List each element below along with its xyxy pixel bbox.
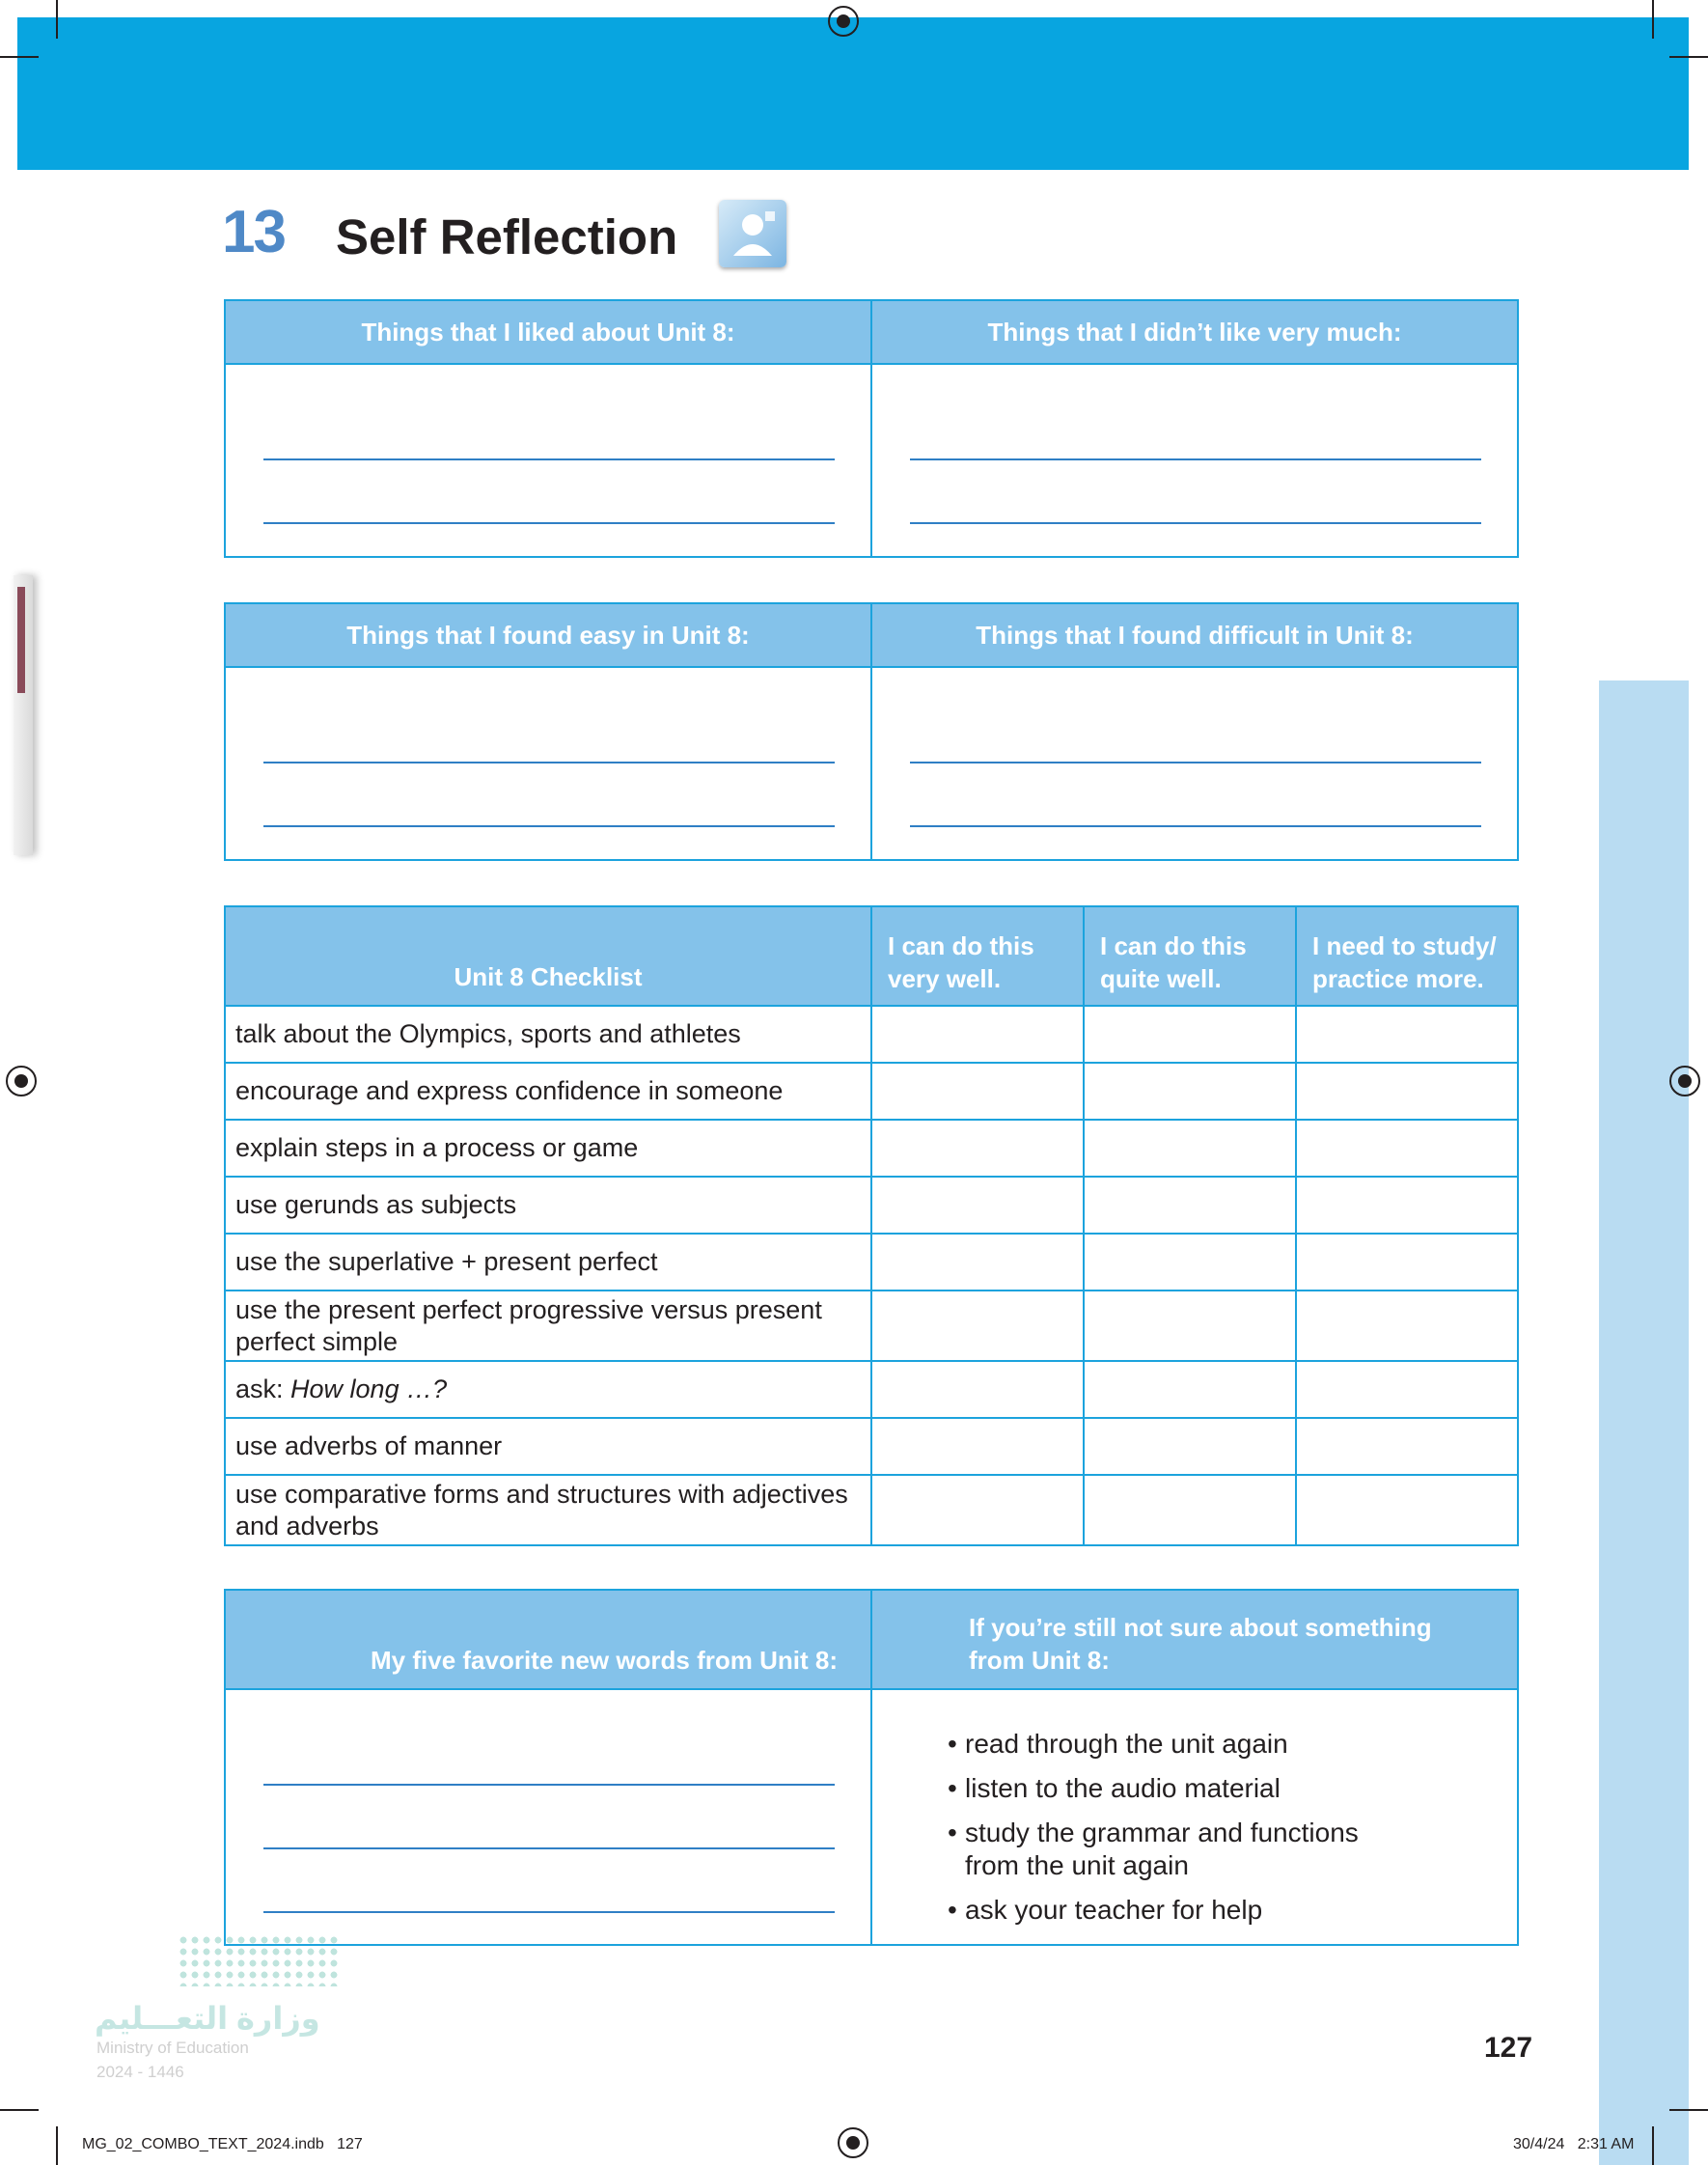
check-cell[interactable] <box>1084 1006 1296 1063</box>
easy-answer-area[interactable] <box>225 667 871 860</box>
tip-item: • listen to the audio material <box>965 1772 1516 1805</box>
checklist-item: use the present perfect progressive versus present perfect simple <box>225 1291 871 1361</box>
not-sure-header: If you’re still not sure about something from Unit 8: <box>871 1590 1518 1689</box>
check-cell[interactable] <box>1084 1291 1296 1361</box>
favorite-words-header: My five favorite new words from Unit 8: <box>225 1590 871 1689</box>
liked-disliked-box <box>224 299 1519 558</box>
check-cell[interactable] <box>1296 1177 1518 1234</box>
check-cell[interactable] <box>1084 1418 1296 1475</box>
check-cell[interactable] <box>1296 1418 1518 1475</box>
crop-mark <box>1652 2126 1654 2165</box>
checklist-item <box>225 1361 871 1418</box>
tips-area <box>871 1689 1518 1945</box>
ministry-name-arabic: وزارة التعـــليم <box>95 2001 320 2036</box>
top-color-band <box>17 17 1689 170</box>
crop-mark <box>56 0 58 39</box>
check-cell[interactable] <box>871 1418 1084 1475</box>
check-cell[interactable] <box>1296 1120 1518 1177</box>
check-cell[interactable] <box>1084 1177 1296 1234</box>
checklist-row <box>225 1418 1518 1475</box>
difficult-header: Things that I found difficult in Unit 8: <box>871 603 1518 667</box>
checklist-row <box>225 1120 1518 1177</box>
checklist-row <box>225 1475 1518 1545</box>
checklist-item: encourage and express confidence in someone <box>225 1063 871 1120</box>
check-cell[interactable] <box>871 1063 1084 1120</box>
unit-checklist <box>224 905 1519 1546</box>
crop-mark <box>1669 2109 1708 2111</box>
check-cell[interactable] <box>1084 1063 1296 1120</box>
side-color-strip <box>1599 680 1689 2165</box>
check-cell[interactable] <box>871 1177 1084 1234</box>
check-cell[interactable] <box>1296 1361 1518 1418</box>
checklist-item: explain steps in a process or game <box>225 1120 871 1177</box>
column-study-more: I need to study/ practice more. <box>1296 906 1518 1006</box>
checklist-row <box>225 1006 1518 1063</box>
check-cell[interactable] <box>871 1475 1084 1545</box>
check-cell[interactable] <box>1296 1291 1518 1361</box>
checklist-item: use comparative forms and structures with adjectives and adverbs <box>225 1475 871 1545</box>
crop-mark <box>56 2126 58 2165</box>
registration-mark-icon <box>1669 1066 1700 1096</box>
liked-header: Things that I liked about Unit 8: <box>225 300 871 364</box>
tips-list <box>873 1691 1516 1927</box>
tip-item: • read through the unit again <box>965 1728 1516 1761</box>
check-cell[interactable] <box>1084 1120 1296 1177</box>
difficult-answer-area[interactable] <box>871 667 1518 860</box>
disliked-answer-area[interactable] <box>871 364 1518 557</box>
page-edge-decoration <box>14 575 33 855</box>
check-cell[interactable] <box>871 1006 1084 1063</box>
page-number: 127 <box>1484 2032 1533 2064</box>
checklist-item: use adverbs of manner <box>225 1418 871 1475</box>
checklist-row <box>225 1361 1518 1418</box>
checklist-row <box>225 1177 1518 1234</box>
ministry-year: 2024 - 1446 <box>96 2063 184 2081</box>
crop-mark <box>0 56 39 58</box>
column-quite-well: I can do this quite well. <box>1084 906 1296 1006</box>
checklist-item: use gerunds as subjects <box>225 1177 871 1234</box>
checklist-item: talk about the Olympics, sports and athletes <box>225 1006 871 1063</box>
check-cell[interactable] <box>871 1361 1084 1418</box>
disliked-header: Things that I didn’t like very much: <box>871 300 1518 364</box>
section-number: 13 <box>222 199 285 265</box>
tip-item: • ask your teacher for help <box>965 1894 1516 1927</box>
checklist-item: use the superlative + present perfect <box>225 1234 871 1291</box>
footer-date: 30/4/24 2:31 AM <box>1513 2136 1635 2152</box>
checklist-row <box>225 1234 1518 1291</box>
page-title: Self Reflection <box>336 209 678 264</box>
checklist-title: Unit 8 Checklist <box>225 906 871 1006</box>
checklist-item-italic: How long …? <box>290 1374 448 1403</box>
liked-answer-area[interactable] <box>225 364 871 557</box>
check-cell[interactable] <box>1084 1234 1296 1291</box>
crop-mark <box>1669 56 1708 58</box>
checklist-row <box>225 1291 1518 1361</box>
checklist-item-lead: ask: <box>235 1374 291 1403</box>
easy-header: Things that I found easy in Unit 8: <box>225 603 871 667</box>
check-cell[interactable] <box>871 1234 1084 1291</box>
check-cell[interactable] <box>1296 1475 1518 1545</box>
check-cell[interactable] <box>1296 1234 1518 1291</box>
tip-item: • study the grammar and functions from the unit again <box>965 1817 1370 1882</box>
registration-mark-icon <box>838 2127 868 2158</box>
ministry-logo-dots <box>178 1934 342 1986</box>
check-cell[interactable] <box>1296 1006 1518 1063</box>
registration-mark-icon <box>828 6 859 37</box>
check-cell[interactable] <box>871 1291 1084 1361</box>
favorite-words-box <box>224 1589 1519 1946</box>
check-cell[interactable] <box>1084 1361 1296 1418</box>
self-reflection-icon <box>719 200 786 267</box>
check-cell[interactable] <box>871 1120 1084 1177</box>
check-cell[interactable] <box>1296 1063 1518 1120</box>
favorite-words-area[interactable] <box>225 1689 871 1945</box>
easy-difficult-box <box>224 602 1519 861</box>
crop-mark <box>1652 0 1654 39</box>
footer-file-info: MG_02_COMBO_TEXT_2024.indb 127 <box>82 2136 363 2152</box>
check-cell[interactable] <box>1084 1475 1296 1545</box>
checklist-row <box>225 1063 1518 1120</box>
crop-mark <box>0 2109 39 2111</box>
registration-mark-icon <box>6 1066 37 1096</box>
ministry-name-english: Ministry of Education <box>96 2039 249 2057</box>
column-very-well: I can do this very well. <box>871 906 1084 1006</box>
